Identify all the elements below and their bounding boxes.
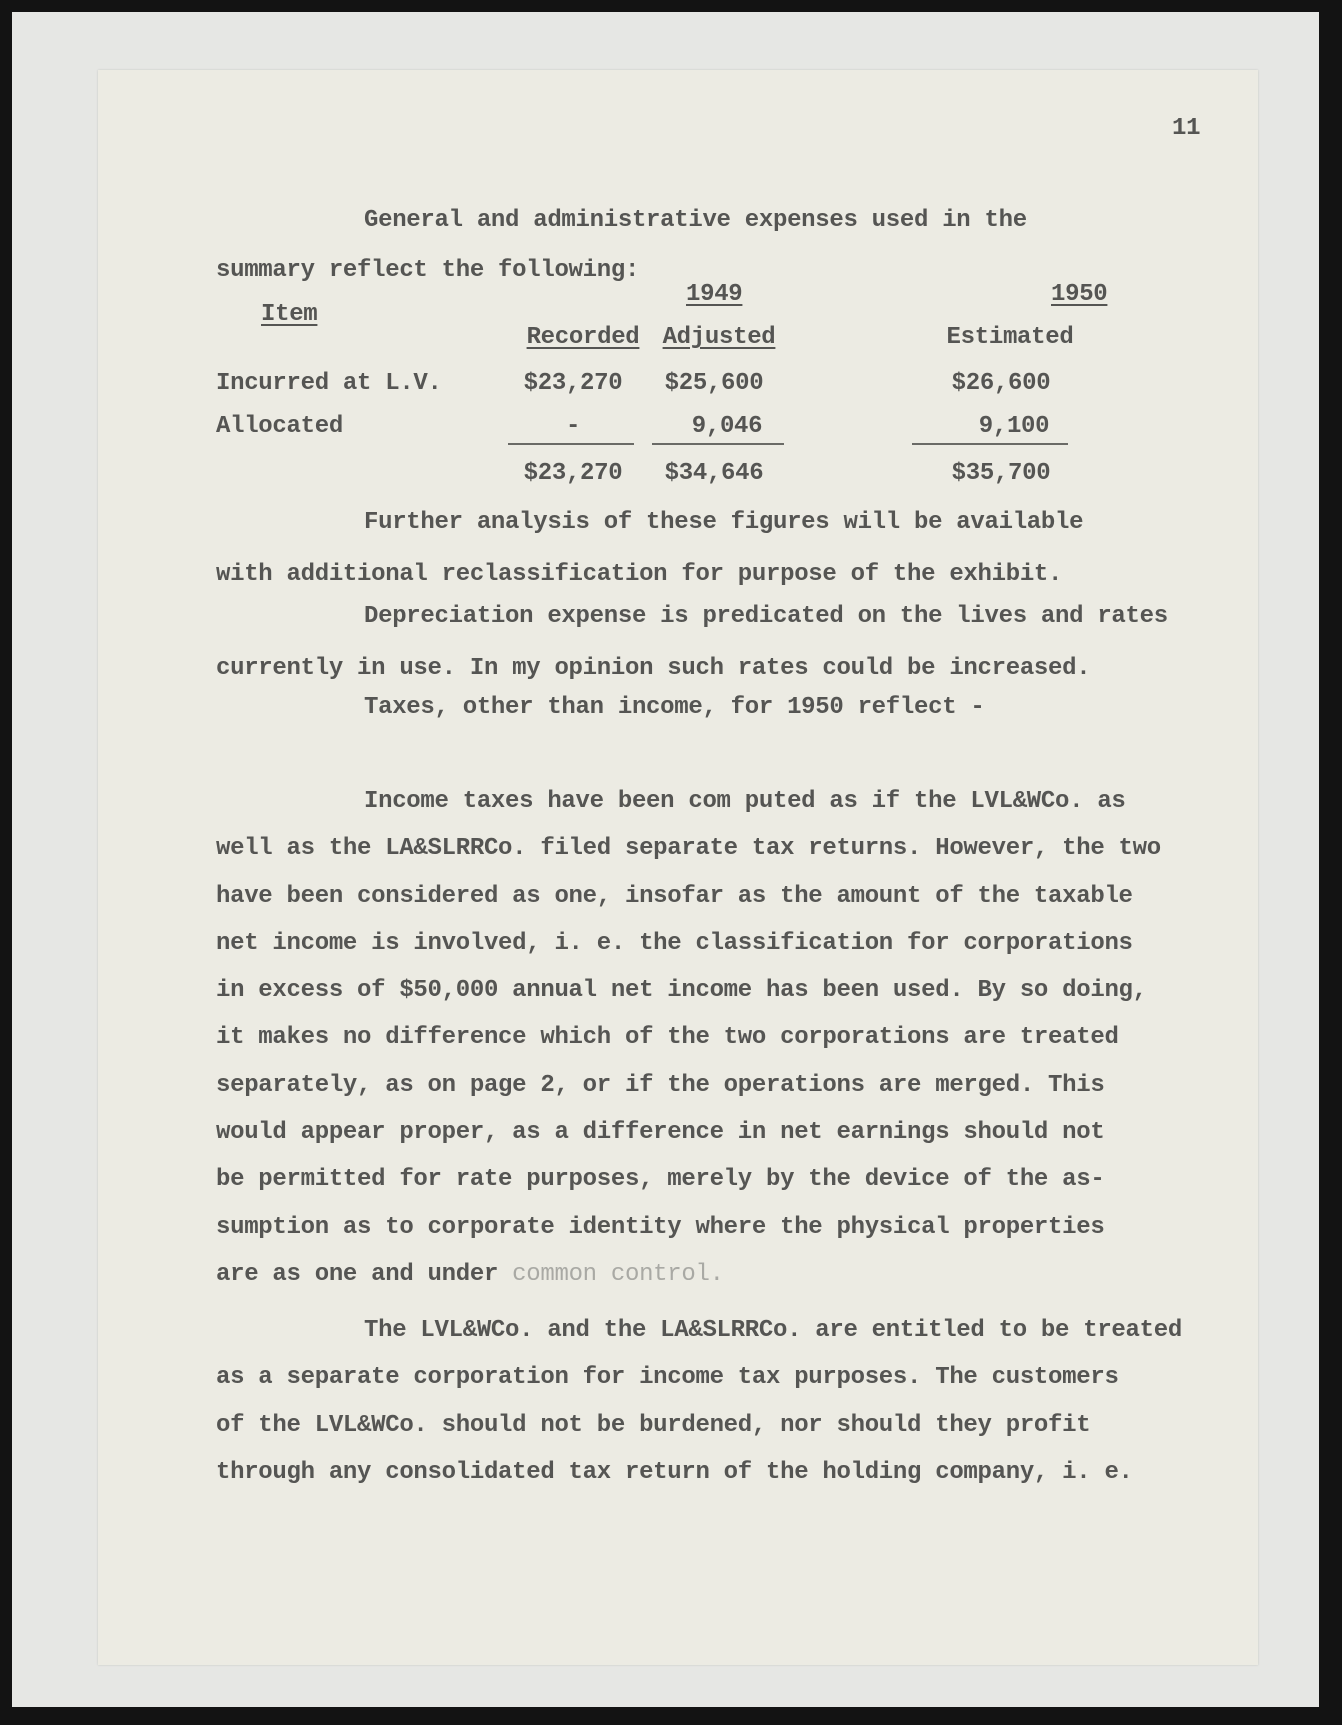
text-line: Depreciation expense is predicated on the lives and rates: [364, 603, 1168, 630]
paragraph-entitled: [216, 1307, 1236, 1496]
text-line: Taxes, other than income, for 1950 reflect -: [364, 694, 985, 721]
text-line: well as the LA&SLRRCo. filed separate tax returns. However, the two: [216, 835, 1161, 863]
adjusted-header: Adjusted: [662, 324, 776, 351]
row-incurred-recorded: $23,270: [523, 370, 623, 397]
text-line: are as one and under: [216, 1260, 513, 1288]
intro-line-2: summary reflect the following:: [216, 257, 640, 284]
text-line: Further analysis of these figures will be available: [364, 509, 1084, 536]
row-incurred-estimated: $26,600: [951, 370, 1051, 397]
text-line: as a separate corporation for income tax purposes. The customers: [216, 1364, 1119, 1392]
row-allocated-adjusted: 9,046: [691, 413, 763, 440]
text-line: net income is involved, i. e. the classification for corporations: [216, 929, 1133, 957]
text-line: it makes no difference which of the two corporations are treated: [216, 1024, 1119, 1052]
row-allocated-label: Allocated: [216, 413, 343, 440]
paragraph-taxes: [216, 682, 1236, 734]
item-header: Item: [261, 301, 318, 328]
text-line: of the LVL&WCo. should not be burdened, nor should they profit: [216, 1411, 1091, 1439]
text-line: with additional reclassification for purpose of the exhibit.: [216, 560, 1063, 588]
text-line: have been considered as one, insofar as the amount of the taxable: [216, 882, 1133, 910]
text-line: The LVL&WCo. and the LA&SLRRCo. are entitled to be treated: [364, 1317, 1182, 1344]
page-number: 11: [1172, 115, 1201, 142]
total-recorded: $23,270: [523, 460, 623, 487]
text-line: sumption as to corporate identity where the physical properties: [216, 1213, 1105, 1241]
paragraph-depreciation: [216, 591, 1236, 694]
total-estimated: $35,700: [951, 460, 1051, 487]
text-line: through any consolidated tax return of the holding company, i. e.: [216, 1458, 1133, 1486]
estimated-header: Estimated: [946, 324, 1074, 351]
faded-text: common control.: [512, 1260, 724, 1288]
text-line: would appear proper, as a difference in net earnings should not: [216, 1119, 1105, 1147]
text-line: be permitted for rate purposes, merely by the device of the as-: [216, 1166, 1105, 1194]
row-incurred-label: Incurred at L.V.: [216, 370, 442, 397]
intro-line-1: General and administrative expenses used in the: [364, 207, 1027, 234]
document-page: [98, 70, 1258, 1665]
row-allocated-recorded: -: [565, 413, 581, 440]
text-line: separately, as on page 2, or if the operations are merged. This: [216, 1071, 1105, 1099]
paragraph-further-analysis: [216, 497, 1236, 600]
recorded-header: Recorded: [526, 324, 640, 351]
recorded-total-rule: [508, 443, 634, 445]
text-line: Income taxes have been com puted as if the LVL&WCo. as: [364, 788, 1126, 815]
adjusted-total-rule: [652, 443, 784, 445]
row-incurred-adjusted: $25,600: [664, 370, 764, 397]
estimated-total-rule: [912, 443, 1068, 445]
year-1950-header: 1950: [1051, 281, 1108, 308]
scanner-mat: [12, 12, 1319, 1707]
row-allocated-estimated: 9,100: [978, 413, 1050, 440]
year-1949-header: 1949: [686, 281, 743, 308]
total-adjusted: $34,646: [664, 460, 764, 487]
text-line: currently in use. In my opinion such rates could be increased.: [216, 654, 1091, 682]
paragraph-income-taxes: [216, 778, 1236, 1298]
text-line: in excess of $50,000 annual net income has been used. By so doing,: [216, 977, 1147, 1005]
